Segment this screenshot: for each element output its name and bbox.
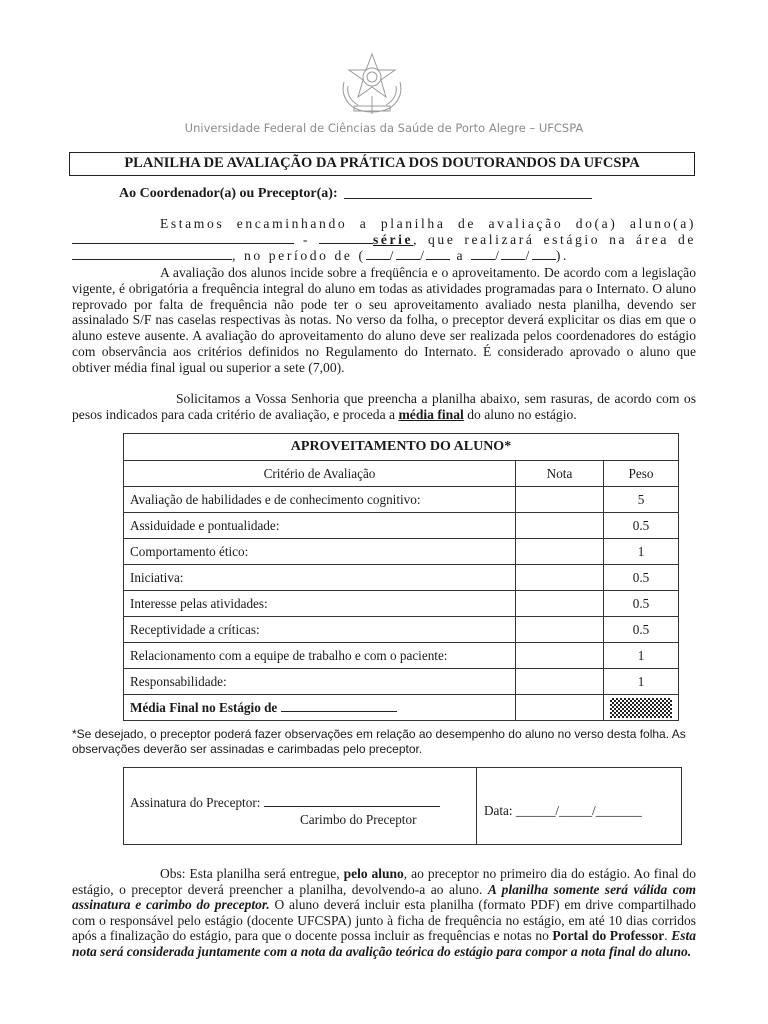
student-name-blank[interactable] bbox=[72, 232, 294, 244]
nota-cell[interactable] bbox=[516, 565, 604, 591]
obs-bold-aluno: pelo aluno bbox=[343, 866, 404, 881]
signature-divider bbox=[476, 768, 477, 844]
final-label: Média Final no Estágio de bbox=[130, 699, 278, 715]
serie-label: série bbox=[372, 231, 414, 247]
peso-cell: 1 bbox=[604, 539, 679, 565]
rules-paragraph: A avaliação dos alunos incide sobre a freqüência e o aproveitamento. De acordo com a legislação vigente, é obrigatória a frequência integral do aluno em todas as atividades programadas para o Internato. O aluno reprovado por falta de frequência não pode ter o seu aproveitamento avaliado nesta planilha, devendo ser assinalado S/F nas caselas respectivas às notas. No verso da folha, o preceptor deverá explicitar os dias em que o aluno esteve ausente. A avaliação do aproveitamento do aluno deve ser realizada pelos coordenadores do estágio com observância aos critérios definidos no Regulamento do Internato. É considerado aprovado o aluno que obtiver média final igual ou superior a sete (7,00). bbox=[72, 265, 696, 375]
final-row bbox=[124, 695, 679, 721]
checkered-pattern bbox=[610, 698, 672, 718]
criterio-cell: Assiduidade e pontualidade: bbox=[124, 513, 516, 539]
end-year-blank[interactable] bbox=[532, 248, 556, 260]
criterio-cell: Iniciativa: bbox=[124, 565, 516, 591]
table-row bbox=[124, 487, 679, 513]
coordinator-label: Ao Coordenador(a) ou Preceptor(a): bbox=[119, 186, 338, 201]
table-row bbox=[124, 565, 679, 591]
peso-cell: 1 bbox=[604, 643, 679, 669]
table-row bbox=[124, 539, 679, 565]
observation-paragraph: Obs: Esta planilha será entregue, pelo aluno, ao preceptor no primeiro dia do estágio. Ao final do estágio, o preceptor deverá preencher a planilha, devolvendo-a ao aluno. A planilha somente será válida com assinatura e carimbo do preceptor. O aluno deverá incluir esta planilha (formato PDF) em drive compartilhado com o responsável pelo estágio (docente UFCSPA) junto à ficha de frequência no estágio, em até 10 dias corridos após a finalização do estágio, para que o docente possa incluir as frequências e notas no Portal do Professor. Esta nota será considerada juntamente com a nota da avalição teórica do estágio para compor a nota final do aluno. bbox=[72, 866, 697, 959]
criterio-cell: Avaliação de habilidades e de conhecimento cognitivo: bbox=[124, 487, 516, 513]
date-field[interactable]: Data: ______/_____/_______ bbox=[484, 803, 642, 818]
peso-cell: 0.5 bbox=[604, 513, 679, 539]
peso-cell: 0.5 bbox=[604, 617, 679, 643]
peso-cell: 0.5 bbox=[604, 565, 679, 591]
preceptor-signature-label: Assinatura do Preceptor: bbox=[130, 795, 261, 810]
brasao-seal-icon bbox=[332, 52, 412, 116]
nota-cell[interactable] bbox=[516, 669, 604, 695]
criterio-cell: Comportamento ético: bbox=[124, 539, 516, 565]
nota-cell[interactable] bbox=[516, 643, 604, 669]
intro-paragraph: Estamos encaminhando a planilha de avaliação do(a) aluno(a) - série, que realizará estágio na área de , no período de ( / / a / / ). bbox=[72, 216, 696, 263]
stamp-label: Carimbo do Preceptor bbox=[300, 812, 417, 827]
criterio-cell: Interesse pelas atividades: bbox=[124, 591, 516, 617]
area-blank[interactable] bbox=[72, 248, 232, 260]
table-row bbox=[124, 591, 679, 617]
start-year-blank[interactable] bbox=[426, 248, 450, 260]
nota-cell[interactable] bbox=[516, 487, 604, 513]
periodo-label: , no período de ( bbox=[232, 247, 366, 263]
nota-cell[interactable] bbox=[516, 539, 604, 565]
start-month-blank[interactable] bbox=[396, 248, 420, 260]
request-paragraph: Solicitamos a Vossa Senhoria que preencha a planilha abaixo, sem rasuras, de acordo com os pesos indicados para cada critério de avaliação, e proceda a média final do aluno no estágio. bbox=[72, 391, 696, 422]
footnote: *Se desejado, o preceptor poderá fazer observações em relação ao desempenho do aluno no verso desta folha. As observações deverão ser assinadas e carimbadas pelo preceptor. bbox=[72, 727, 686, 756]
criterio-cell: Responsabilidade: bbox=[124, 669, 516, 695]
portal-emphasis: Portal do Professor bbox=[552, 928, 665, 944]
nota-cell[interactable] bbox=[516, 617, 604, 643]
document-title: PLANILHA DE AVALIAÇÃO DA PRÁTICA DOS DOUTORANDOS DA UFCSPA bbox=[69, 152, 695, 176]
intro-lead: Estamos encaminhando a planilha de avaliação do(a) aluno(a) bbox=[160, 216, 696, 231]
evaluation-table bbox=[123, 433, 679, 721]
peso-cell: 1 bbox=[604, 669, 679, 695]
preceptor-signature bbox=[130, 795, 440, 811]
criterio-cell: Relacionamento com a equipe de trabalho e com o paciente: bbox=[124, 643, 516, 669]
signature-box bbox=[123, 767, 682, 845]
peso-cell: 5 bbox=[604, 487, 679, 513]
final-label-cell bbox=[124, 695, 516, 721]
table-row bbox=[124, 669, 679, 695]
nota-cell[interactable] bbox=[516, 513, 604, 539]
header-criterio: Critério de Avaliação bbox=[124, 461, 516, 487]
header-peso: Peso bbox=[604, 461, 679, 487]
final-grade-blank[interactable] bbox=[281, 700, 397, 712]
obs-final-emphasis: Esta nota será considerada juntamente com a nota da avalição teórica do estágio para compor a nota final do aluno. bbox=[72, 928, 696, 959]
peso-cell: 0.5 bbox=[604, 591, 679, 617]
final-nota-cell[interactable] bbox=[516, 695, 604, 721]
table-row bbox=[124, 643, 679, 669]
criterio-cell: Receptividade a críticas: bbox=[124, 617, 516, 643]
end-month-blank[interactable] bbox=[501, 248, 525, 260]
serie-blank[interactable] bbox=[319, 232, 373, 244]
media-final-emphasis: média final bbox=[398, 406, 464, 422]
table-title: APROVEITAMENTO DO ALUNO* bbox=[124, 434, 679, 461]
table-row bbox=[124, 617, 679, 643]
final-peso-cell bbox=[604, 695, 679, 721]
obs-validity-emphasis: A planilha somente será válida com assinatura e carimbo do preceptor. bbox=[72, 881, 697, 913]
end-day-blank[interactable] bbox=[471, 248, 495, 260]
preceptor-signature-line[interactable] bbox=[264, 795, 440, 807]
nota-cell[interactable] bbox=[516, 591, 604, 617]
university-name: Universidade Federal de Ciências da Saúde de Porto Alegre – UFCSPA bbox=[184, 121, 584, 135]
coordinator-line bbox=[119, 185, 592, 202]
coordinator-blank[interactable] bbox=[344, 185, 592, 199]
table-row bbox=[124, 513, 679, 539]
header-nota: Nota bbox=[516, 461, 604, 487]
start-day-blank[interactable] bbox=[366, 248, 390, 260]
